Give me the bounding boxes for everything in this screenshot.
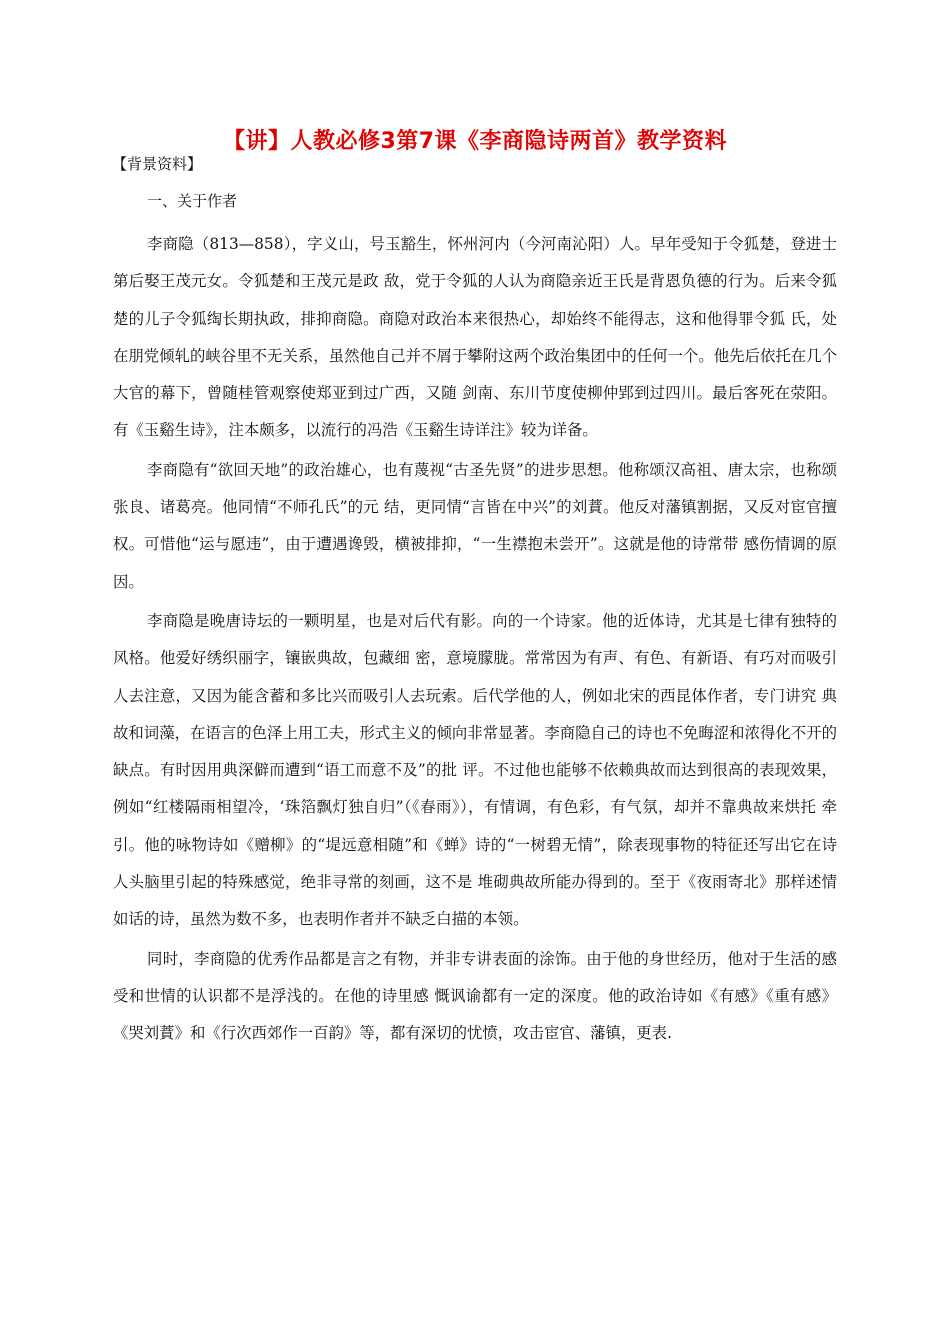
paragraph-2: 李商隐有“欲回天地”的政治雄心，也有蔑视“古圣先贤”的进步思想。他称颂汉高祖、唐太宗，也称颂张良、诸葛亮。他同情“不师孔氏”的元 结，更同情“言皆在中兴”的刘蕡。他反对藩镇割据，又反对宦官擅权。可惜他“运与愿违”，由于遭遇谗毁，横被排抑，“一生襟抱未尝开”。这就是他的诗常带 感伤情调的原因。 — [113, 460, 837, 591]
paragraph-4: 同时，李商隐的优秀作品都是言之有物，并非专讲表面的涂饰。由于他的身世经历，他对于生活的感受和世情的认识都不是浮浅的。在他的诗里感 慨讽谕都有一定的深度。他的政治诗如《有感》《重有感》《哭刘蕡》和《行次西郊作一百韵》等，都有深切的忧愤，攻击宦官、藩镇，更表. — [113, 949, 837, 1043]
document-body — [113, 226, 837, 1055]
paragraph-3: 李商隐是晚唐诗坛的一颗明星，也是对后代有影。向的一个诗家。他的近体诗，尤其是七律有独特的风格。他爱好绣织丽字，镶嵌典故，包藏细 密，意境朦胧。常常因为有声、有色、有新语、有巧对而吸引人去注意，又因为能含蓄和多比兴而吸引人去玩索。后代学他的人，例如北宋的西昆体作者，专门讲究 典故和词藻，在语言的色泽上用工夫，形式主义的倾向非常显著。李商隐自己的诗也不免晦涩和浓得化不开的缺点。有时因用典深僻而遭到“语工而意不及”的批 评。不过他也能够不依赖典故而达到很高的表现效果，例如“红楼隔雨相望冷，‘珠箔飘灯独自归”（《春雨》），有情调，有色彩，有气氛，却并不靠典故来烘托 牵引。他的咏物诗如《赠柳》的“堤远意相随”和《蝉》诗的“一树碧无情”，除表现事物的特征还写出它在诗人头脑里引起的特殊感觉，绝非寻常的刻画，这不是 堆砌典故所能办得到的。至于《夜雨寄北》那样述情如话的诗，虽然为数不多，也表明作者并不缺乏白描的本领。 — [113, 611, 837, 929]
section-label: 【背景资料】 — [112, 155, 203, 173]
subheading-about-author: 一、关于作者 — [147, 192, 238, 210]
paragraph-1: 李商隐（813—858），字义山，号玉豁生，怀州河内（今河南沁阳）人。早年受知于令狐楚，登进士第后娶王茂元女。令狐楚和王茂元是政 敌，党于令狐的人认为商隐亲近王氏是背恩负德的行为。后来令狐楚的儿子令狐绹长期执政，排抑商隐。商隐对政治本来很热心，却始终不能得志，这和他得罪令狐 氏，处在朋党倾轧的峡谷里不无关系，虽然他自己并不屑于攀附这两个政治集团中的任何一个。他先后依托在几个大官的幕下，曾随桂管观察使郑亚到过广西，又随 剑南、东川节度使柳仲郢到过四川。最后客死在荥阳。有《玉谿生诗》，注本颇多，以流行的冯浩《玉谿生诗详注》较为详备。 — [113, 235, 837, 440]
document-title: 【讲】人教必修3第7课《李商隐诗两首》教学资料 — [222, 129, 728, 154]
